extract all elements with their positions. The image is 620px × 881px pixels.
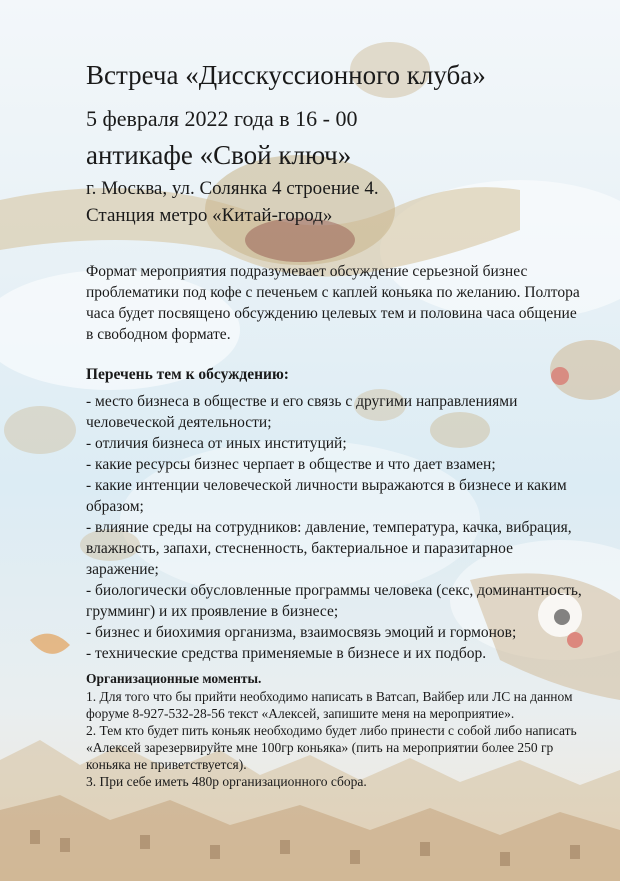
topic-item: - отличия бизнеса от иных институций; [86, 435, 347, 452]
organization-item: 2. Тем кто будет пить коньяк необходимо будет либо принести с собой либо написать «Алексей зарезервируйте мне 100гр коньяка» (пить на мероприятии более 250 гр коньяка не приветствуется). [86, 723, 577, 772]
topic-item: - какие ресурсы бизнес черпает в обществе и что дает взамен; [86, 456, 496, 473]
organization-list [86, 688, 584, 790]
topic-item: - какие интенции человеческой личности выражаются в бизнесе и каким образом; [86, 477, 567, 515]
event-venue: антикафе «Свой ключ» [86, 140, 352, 170]
address-line-1: г. Москва, ул. Солянка 4 строение 4. [86, 178, 379, 199]
intro-paragraph: Формат мероприятия подразумевает обсуждение серьезной бизнес проблематики под кофе с печеньем с каплей коньяка по желанию. Полтора часа будет посвящено обсуждению целевых тем и половина часа общение в свободном формате. [86, 263, 580, 343]
topic-item: - место бизнеса в обществе и его связь с другими направлениями человеческой деятельности; [86, 393, 518, 431]
topics-list [86, 391, 586, 664]
topic-item: - влияние среды на сотрудников: давление, температура, качка, вибрация, влажность, запахи, стесненность, бактериальное и паразитарное заражение; [86, 519, 572, 578]
organization-item: 1. Для того что бы прийти необходимо написать в Ватсап, Вайбер или ЛС на данном форуме 8-927-532-28-56 текст «Алексей, запишите меня на мероприятие». [86, 689, 573, 721]
event-title: Встреча «Дисскуссионного клуба» [86, 60, 486, 90]
organization-heading: Организационные моменты. [86, 671, 262, 686]
address-line-2: Станция метро «Китай-город» [86, 205, 333, 226]
topic-item: - биологически обусловленные программы человека (секс, доминантность, грумминг) и их проявление в бизнесе; [86, 582, 582, 620]
event-date: 5 февраля 2022 года в 16 - 00 [86, 106, 358, 131]
topics-heading: Перечень тем к обсуждению: [86, 366, 289, 383]
topic-item: - технические средства применяемые в бизнесе и их подбор. [86, 645, 487, 662]
topic-item: - бизнес и биохимия организма, взаимосвязь эмоций и гормонов; [86, 624, 517, 641]
organization-item: 3. При себе иметь 480р организационного сбора. [86, 774, 367, 789]
event-address [86, 175, 379, 229]
